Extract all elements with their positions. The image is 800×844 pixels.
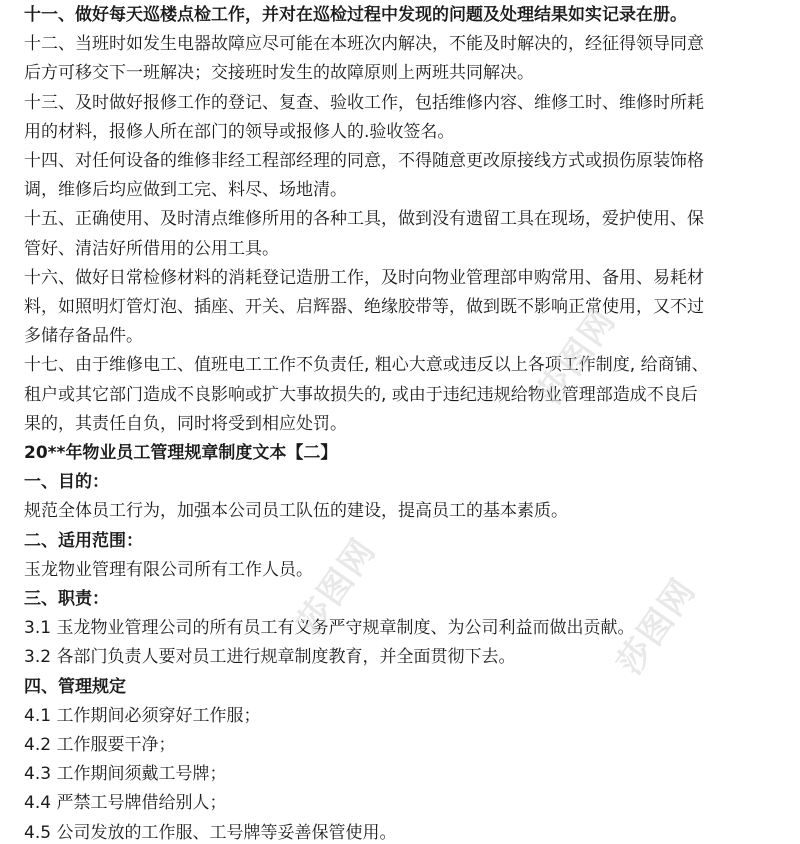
section-heading: 三、职责：	[24, 589, 109, 609]
section-heading: 一、目的：	[24, 472, 109, 493]
watermark: 莎图网	[289, 530, 385, 643]
text-line: 十二、当班时如发生电器故障应尽可能在本班次内解决，不能及时解决的，经征得领导同意	[24, 34, 704, 55]
section-heading: 二、适用范围：	[24, 530, 143, 551]
text-line: 多储存备品件。	[24, 326, 143, 347]
text-line: 4.3 工作期间须戴工号牌；	[24, 764, 227, 785]
text-line: 4.2 工作服要干净；	[24, 735, 176, 755]
watermark: 莎图网	[609, 570, 705, 683]
text-line: 十六、做好日常检修材料的消耗登记造册工作，及时向物业管理部申购常用、备用、易耗材	[24, 267, 704, 288]
text-line: 调，维修后均应做到工完、料尽、场地清。	[24, 180, 347, 201]
text-line: 十四、对任何设备的维修非经工程部经理的同意，不得随意更改原接线方式或损伤原装饰格	[24, 151, 704, 171]
section-heading: 20**年物业员工管理规章制度文本【二】	[24, 443, 338, 463]
text-line: 玉龙物业管理有限公司所有工作人员。	[24, 559, 313, 580]
text-line: 4.1 工作期间必须穿好工作服；	[24, 705, 261, 726]
section-heading: 四、管理规定	[24, 676, 126, 697]
text-line: 用的材料，报修人所在部门的领导或报修人的.验收签名。	[24, 121, 455, 142]
text-line: 后方可移交下一班解决；交接班时发生的故障原则上两班共同解决。	[24, 63, 534, 84]
text-line: 十七、由于维修电工、值班电工工作不负责任, 粗心大意或违反以上各项工作制度, 给商铺、	[24, 355, 709, 376]
text-line: 3.1 玉龙物业管理公司的所有员工有义务严守规章制度、为公司利益而做出贡献。	[24, 618, 635, 639]
text-line: 十五、正确使用、及时清点维修所用的各种工具，做到没有遗留工具在现场，爱护使用、保	[24, 209, 704, 230]
text-line: 料，如照明灯管灯泡、插座、开关、启辉器、绝缘胶带等，做到既不影响正常使用，又不过	[24, 297, 704, 317]
text-line: 十三、及时做好报修工作的登记、复查、验收工作，包括维修内容、维修工时、维修时所耗	[24, 92, 704, 113]
text-line: 4.5 公司发放的工作服、工号牌等妥善保管使用。	[24, 822, 397, 843]
text-line: 租户或其它部门造成不良影响或扩大事故损失的, 或由于违纪违规给物业管理部造成不良后	[24, 384, 698, 405]
text-line: 3.2 各部门负责人要对员工进行规章制度教育，并全面贯彻下去。	[24, 647, 516, 668]
text-line: 管好、清洁好所借用的公用工具。	[24, 238, 279, 259]
watermark: 莎图网	[529, 300, 625, 413]
text-line: 4.4 严禁工号牌借给别人；	[24, 793, 227, 814]
text-line: 果的，其责任自负，同时将受到相应处罚。	[24, 413, 347, 434]
section-heading: 十一、做好每天巡楼点检工作，并对在巡检过程中发现的问题及处理结果如实记录在册。	[24, 5, 687, 25]
text-line: 规范全体员工行为，加强本公司员工队伍的建设，提高员工的基本素质。	[24, 501, 568, 522]
